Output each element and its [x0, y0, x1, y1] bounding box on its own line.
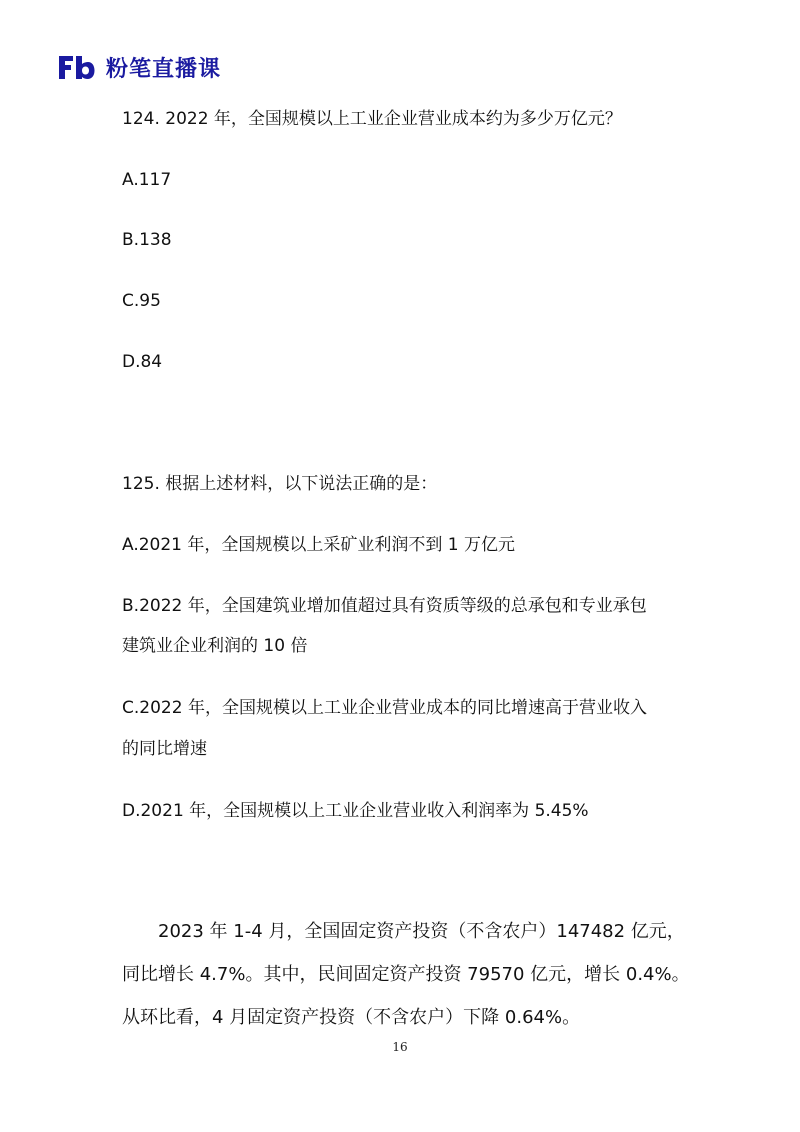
q125-option-b-line2: 建筑业企业利润的 10 倍: [122, 636, 308, 656]
q124-option-c: C.95: [122, 291, 161, 311]
brand-logo: [56, 50, 221, 84]
fb-logo-icon: [56, 52, 96, 82]
q125-option-b-line1: B.2022 年，全国建筑业增加值超过具有资质等级的总承包和专业承包: [122, 596, 647, 616]
question-125: 125. 根据上述材料，以下说法正确的是：: [122, 474, 438, 494]
q124-option-b: B.138: [122, 230, 172, 250]
brand-name: 粉笔直播课: [106, 56, 222, 82]
material-line-3: 从环比看，4 月固定资产投资（不含农户）下降 0.64%。: [122, 1007, 581, 1028]
question-124: 124. 2022 年，全国规模以上工业企业营业成本约为多少万亿元？: [122, 109, 622, 129]
q125-option-c-line1: C.2022 年，全国规模以上工业企业营业成本的同比增速高于营业收入: [122, 698, 647, 718]
material-line-1: 2023 年 1-4 月，全国固定资产投资（不含农户）147482 亿元，: [158, 921, 685, 942]
q125-option-d: D.2021 年，全国规模以上工业企业营业收入利润率为 5.45%: [122, 801, 589, 821]
material-line-2: 同比增长 4.7%。其中，民间固定资产投资 79570 亿元，增长 0.4%。: [122, 964, 690, 985]
q125-option-c-line2: 的同比增速: [122, 739, 207, 759]
page-number: 16: [392, 1040, 408, 1054]
q125-option-a: A.2021 年，全国规模以上采矿业利润不到 1 万亿元: [122, 535, 516, 555]
q124-option-a: A.117: [122, 170, 172, 190]
q124-option-d: D.84: [122, 352, 163, 372]
